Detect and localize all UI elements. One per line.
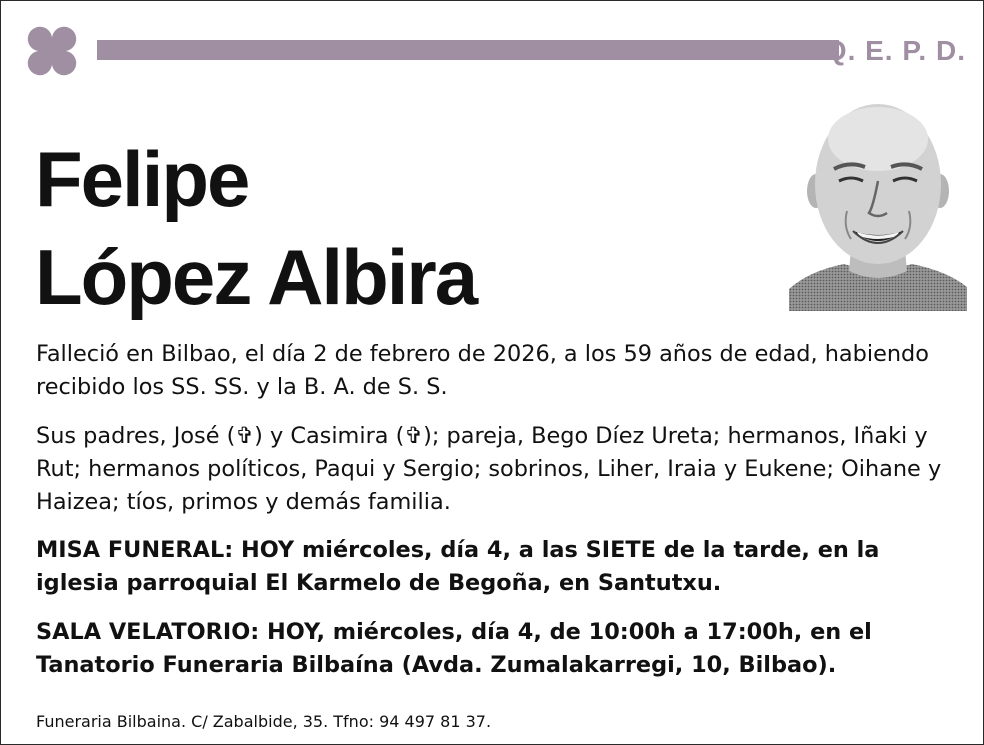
cross-icon: ✞ [235, 423, 255, 449]
funeral-mass-text: MISA FUNERAL: HOY miércoles, día 4, a las SIETE de la tarde, en la iglesia parroquial El Karmelo de Begoña, en Santutxu. [36, 537, 880, 596]
family-text [36, 420, 956, 519]
lauburu-icon [14, 13, 90, 89]
cross-icon: ✞ [404, 423, 424, 449]
family-text-part-3: ); pareja, Bego Díez Ureta; hermanos, Iñaki y Rut; hermanos políticos, Paqui y Sergio; sobrinos, Liher, Iraia y Eukene; Oihane y Haizea; tíos, primos y demás familia. [36, 423, 942, 515]
family-text-part-1: Sus padres, José ( [36, 423, 236, 449]
header-bar [97, 40, 839, 60]
first-name: Felipe [35, 135, 249, 223]
death-notice-text: Falleció en Bilbao, el día 2 de febrero de 2026, a los 59 años de edad, habiendo recibido los SS. SS. y la B. A. de S. S. [36, 341, 929, 400]
surnames: López Albira [35, 233, 477, 321]
family-text-part-2: ) y Casimira ( [254, 423, 405, 449]
portrait-photo [789, 99, 967, 311]
qepd-label: Q. E. P. D. [824, 35, 966, 66]
funeral-home-footer: Funeraria Bilbaina. C/ Zabalbide, 35. Tfno: 94 497 81 37. [36, 712, 492, 731]
wake-room-text: SALA VELATORIO: HOY, miércoles, día 4, de 10:00h a 17:00h, en el Tanatorio Funeraria Bilbaína (Avda. Zumalakarregi, 10, Bilbao). [36, 619, 872, 678]
deceased-name [35, 130, 476, 326]
